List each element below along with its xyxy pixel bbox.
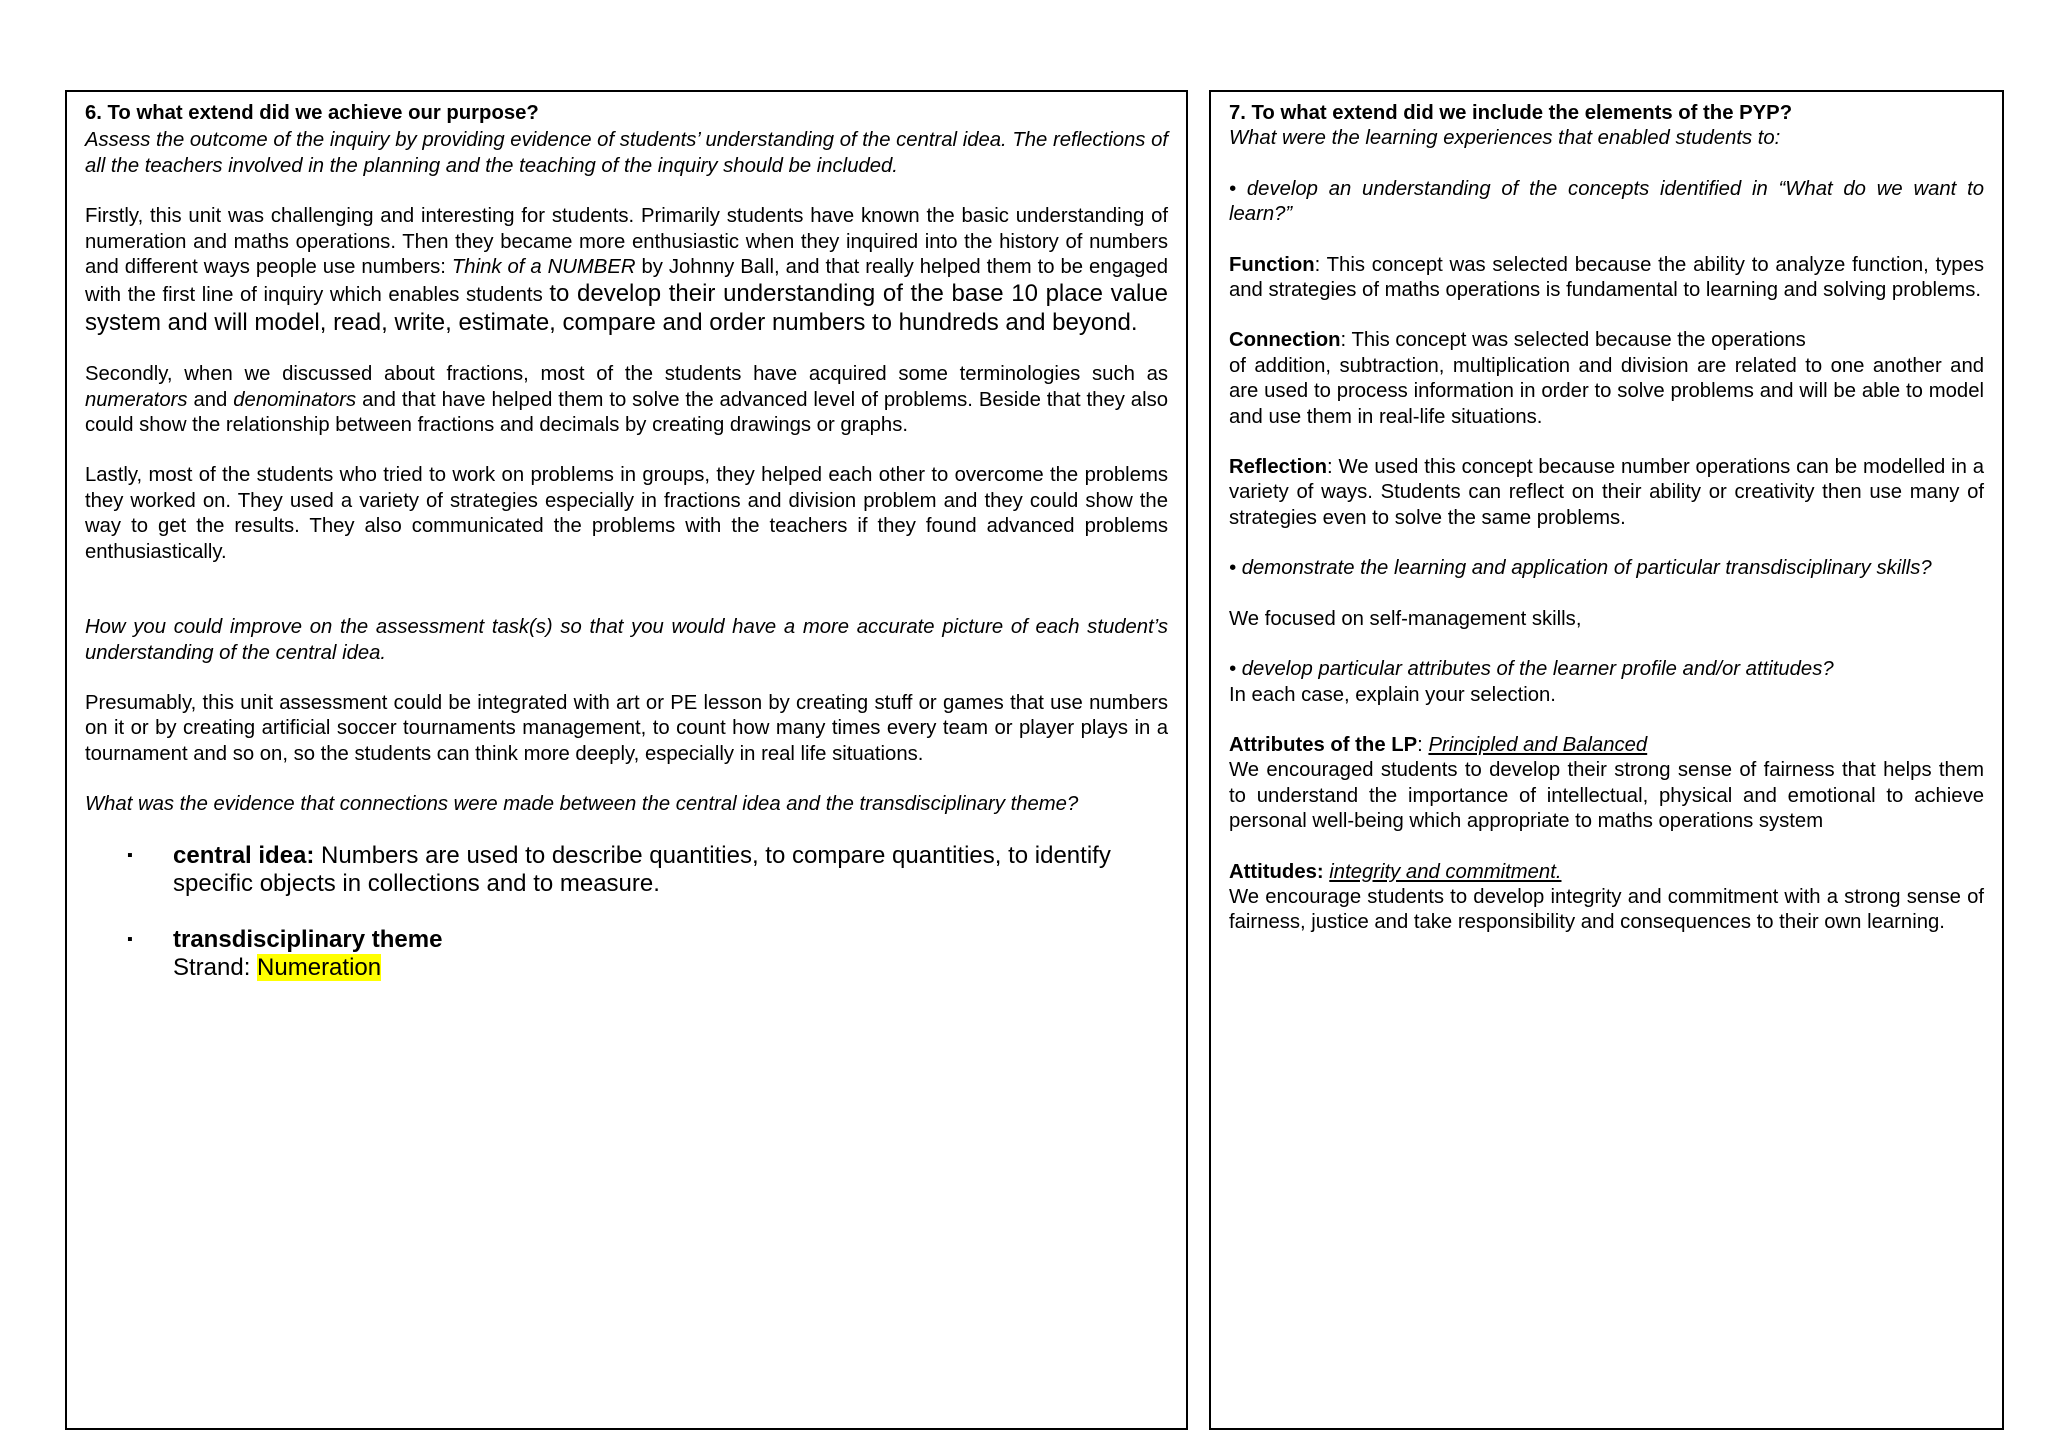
paragraph-firstly xyxy=(85,204,1168,337)
firstly-text-c: to develop their understanding of the base 10 place value system and will model, read, write, estimate, compare and order numbers to hundreds and beyond. xyxy=(85,280,1168,336)
connections-list xyxy=(85,842,1168,982)
lp-heading xyxy=(1229,733,1984,758)
assess-outcome-prompt: Assess the outcome of the inquiry by providing evidence of students’ understanding of the central idea. The reflections of all the teachers involved in the planning and the teaching of the inquiry should be included. xyxy=(85,129,1168,177)
paragraph-connection-line1 xyxy=(1229,328,1984,353)
term-denominators: denominators xyxy=(233,388,357,411)
paragraph-lastly: Lastly, most of the students who tried to work on problems in groups, they helped each other to overcome the problems they worked on. They used a variety of strategies especially in fractions and division problem and they could show the way to get the results. They also communicated the problems with the teachers if they found advanced problems enthusiastically. xyxy=(85,464,1168,563)
paragraph-reflection xyxy=(1229,455,1984,531)
reflection-label: Reflection xyxy=(1229,456,1328,479)
function-label: Function xyxy=(1229,253,1315,276)
bullet-dot-icon: • xyxy=(1229,557,1237,580)
right-panel xyxy=(1209,90,2004,1430)
section-6-heading: 6. To what extend did we achieve our purpose? xyxy=(85,102,539,124)
secondly-text-a: Secondly, when we discussed about fractions, most of the students have acquired some terminologies such as xyxy=(85,363,1168,386)
attitudes-value: integrity and commitment. xyxy=(1329,860,1562,883)
paragraph-skills: We focused on self-management skills, xyxy=(1229,607,1582,630)
left-panel xyxy=(65,90,1188,1430)
explain-selection: In each case, explain your selection. xyxy=(1229,683,1556,706)
strand-label: Strand: xyxy=(173,953,258,981)
firstly-text-b: by Johnny Ball, and that really helped them to be engaged with the first line of inquiry which enables students xyxy=(85,256,1168,307)
attitudes-label: Attitudes: xyxy=(1229,860,1324,883)
transdisciplinary-theme-label: transdisciplinary theme xyxy=(173,925,443,953)
bullet-dot-icon: • xyxy=(1229,658,1237,681)
function-text: : This concept was selected because the ability to analyze function, types and strategies of maths operations is fundamental to learning and solving problems. xyxy=(1229,253,1984,302)
question-concepts xyxy=(1229,177,1984,228)
paragraph-secondly xyxy=(85,362,1168,438)
improve-assessment-prompt: How you could improve on the assessment task(s) so that you would have a more accurate picture of each student’s understanding of the central idea. xyxy=(85,616,1168,664)
lp-label: Attributes of the LP xyxy=(1229,733,1418,756)
paragraph-attitudes: We encourage students to develop integrity and commitment with a strong sense of fairness, justice and take responsibility and consequences to their own learning. xyxy=(1229,885,1984,934)
square-bullet-icon: ▪ xyxy=(127,930,133,948)
connection-text-1: : This concept was selected because the operations xyxy=(1340,329,1806,352)
list-item-central-idea xyxy=(85,842,1168,898)
paragraph-presumably: Presumably, this unit assessment could be integrated with art or PE lesson by creating stuff or games that use numbers on it or by creating artificial soccer tournaments management, to count how many times every team or player plays in a tournament and so on, so the students can think more deeply, especially in real life situations. xyxy=(85,691,1168,765)
question-skills xyxy=(1229,556,1984,581)
lp-value: Principled and Balanced xyxy=(1428,733,1648,756)
question-concepts-text: develop an understanding of the concepts identified in “What do we want to learn?” xyxy=(1229,177,1984,226)
paragraph-lp: We encouraged students to develop their strong sense of fairness that helps them to understand the importance of intellectual, physical and emotional to achieve personal well-being which appropriate to maths operations system xyxy=(1229,759,1984,833)
evidence-connections-prompt: What was the evidence that connections were made between the central idea and the transdisciplinary theme? xyxy=(85,793,1079,816)
book-title: Think of a NUMBER xyxy=(451,256,636,279)
secondly-and: and xyxy=(187,388,234,411)
list-item-transdisciplinary-theme xyxy=(85,926,1168,982)
reflection-text: : We used this concept because number operations can be modelled in a variety of ways. Students can reflect on their ability or creativity then use many of strategies even to solve the same problems. xyxy=(1229,456,1984,529)
secondly-text-b: and that have helped them to solve the advanced level of problems. Beside that they also could show the relationship between fractions and decimals by creating drawings or graphs. xyxy=(85,388,1168,437)
central-idea-text: Numbers are used to describe quantities, to compare quantities, to identify specific objects in collections and to measure. xyxy=(173,841,1111,897)
term-numerators: numerators xyxy=(85,388,188,411)
lp-colon: : xyxy=(1417,733,1429,756)
paragraph-connection-line2: of addition, subtraction, multiplication and division are related to one another and are used to process information in order to solve problems and will be able to model and use them in real-life situations. xyxy=(1229,354,1984,428)
attitudes-heading xyxy=(1229,860,1984,885)
strand-value: Numeration xyxy=(257,953,382,981)
learning-experiences-prompt: What were the learning experiences that enabled students to: xyxy=(1229,127,1781,150)
firstly-text-a: Firstly, this unit was challenging and interesting for students. Primarily students have known the basic understanding of numeration and maths operations. Then they became more enthusiastic when they inquired into the history of numbers and different ways people use numbers: xyxy=(85,205,1168,279)
question-attributes-text: develop particular attributes of the learner profile and/or attitudes? xyxy=(1236,658,1834,681)
square-bullet-icon: ▪ xyxy=(127,846,133,864)
paragraph-function xyxy=(1229,253,1984,304)
central-idea-label: central idea: xyxy=(173,841,315,869)
connection-label: Connection xyxy=(1229,329,1341,352)
question-skills-text: demonstrate the learning and application of particular transdisciplinary skills? xyxy=(1236,557,1932,580)
section-7-heading: 7. To what extend did we include the elements of the PYP? xyxy=(1229,102,1793,124)
bullet-dot-icon: • xyxy=(1229,177,1237,200)
question-attributes xyxy=(1229,657,1984,682)
